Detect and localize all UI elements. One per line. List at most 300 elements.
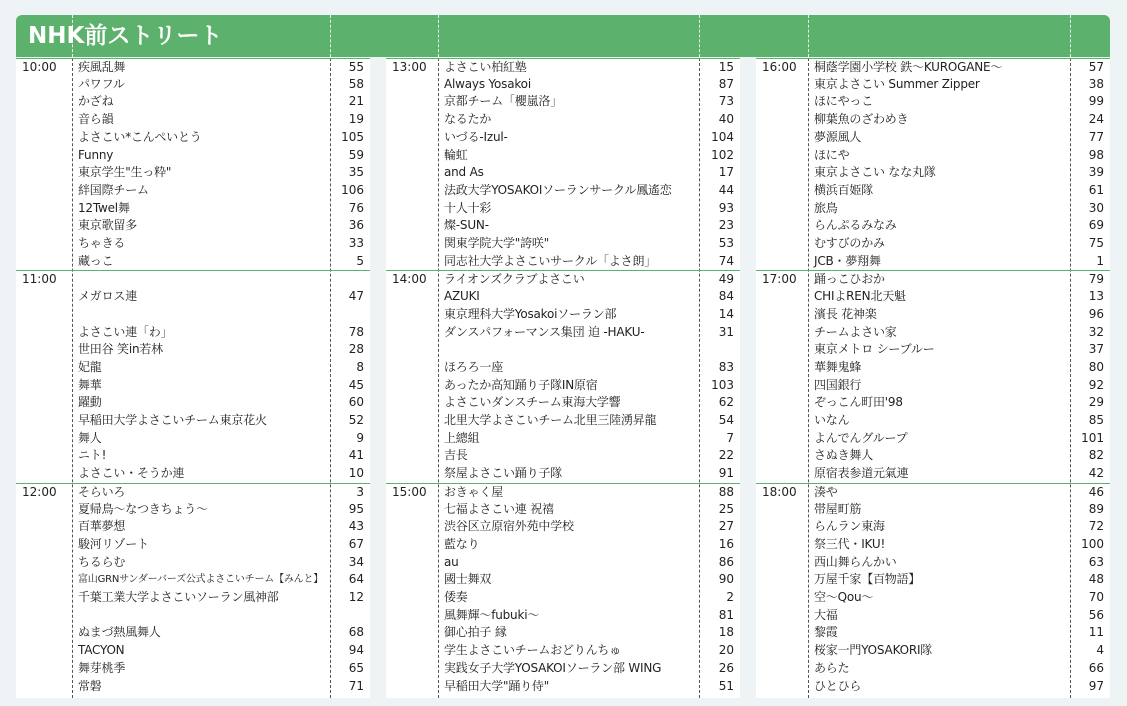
schedule-row [16,571,370,589]
team-name: 吉長 [444,448,468,463]
team-name: メガロス連 [78,289,138,304]
team-number: 101 [1081,430,1104,445]
schedule-column-1 [16,58,370,698]
schedule-row [756,129,1110,147]
team-number: 97 [1088,678,1104,693]
team-name: らんラン東海 [814,519,885,534]
schedule-row [756,660,1110,678]
schedule-row [386,324,740,342]
team-number: 99 [1088,94,1104,109]
team-name: 法政大学YOSAKOIソーランサークル鳳遙恋 [444,182,672,197]
team-name: 百華夢想 [78,519,126,534]
team-number: 34 [348,554,364,569]
schedule-column-3 [756,58,1110,698]
team-number: 58 [348,76,364,91]
time-slot: 15:00 [392,484,427,499]
team-number: 16 [718,536,734,551]
team-name: いなん [814,413,850,427]
team-number: 105 [341,129,364,144]
team-number: 89 [1088,501,1104,516]
schedule-row [386,571,740,589]
team-name: 國士舞双 [444,572,492,587]
team-name: いづる-Izul- [444,129,508,144]
team-number: 46 [1088,484,1104,499]
schedule-row [386,554,740,572]
team-name: ちるらむ [78,554,126,569]
team-number: 78 [348,324,364,339]
team-number: 64 [348,572,364,587]
schedule-row [386,270,740,289]
team-name: 帯屋町筋 [814,501,862,516]
team-number: 8 [356,359,364,374]
schedule-row [386,536,740,554]
team-name: 駿河リゾート [78,536,149,551]
team-name: Funny [78,147,114,162]
team-number: 14 [718,306,734,321]
team-name: 音ら韻 [78,112,114,127]
schedule-row [756,554,1110,572]
schedule-row [386,501,740,519]
team-name: あらた [814,660,850,675]
time-slot: 17:00 [762,272,797,287]
team-number: 93 [718,200,734,215]
schedule-row [16,624,370,642]
schedule-row [16,58,370,77]
header-divider [438,15,439,57]
team-name: 柳葉魚のざわめき [814,112,909,127]
schedule-row [16,341,370,359]
team-number: 63 [1088,554,1104,569]
team-number: 80 [1088,359,1104,374]
team-name: そらいろ [78,484,126,499]
team-number: 10 [348,466,364,481]
team-number: 41 [348,448,364,463]
team-number: 54 [718,413,734,427]
team-number: 38 [1088,76,1104,91]
team-name: 絆国際チーム [78,182,149,197]
team-name: よさこいダンスチーム東海大学響 [444,395,621,410]
team-number: 42 [1088,466,1104,481]
team-number: 19 [348,112,364,127]
schedule-row [16,288,370,306]
schedule-row [756,394,1110,412]
team-number: 65 [348,660,364,675]
team-name: おきゃく屋 [444,484,504,499]
schedule-row [16,642,370,660]
schedule-row [756,288,1110,306]
team-number: 32 [1088,324,1104,339]
team-name: 舞芽桃季 [78,660,126,675]
schedule-row [386,447,740,465]
header-divider [808,15,809,57]
team-name: 早稲田大学よさこいチーム東京花火 [78,413,267,427]
page-header [16,15,1110,57]
team-number: 68 [348,625,364,640]
team-name: よさこい柏紅塾 [444,60,527,74]
team-number: 35 [348,165,364,180]
team-name: 万屋千家【百物語】 [814,572,921,587]
team-name: かざね [78,94,114,109]
page-title: NHK前ストリート [28,23,223,49]
schedule-row [756,624,1110,642]
schedule-row [386,359,740,377]
schedule-row [16,518,370,536]
team-name: 踊っこひおか [814,272,885,287]
team-number: 24 [1088,112,1104,127]
time-slot: 16:00 [762,60,797,74]
team-name: 舞華 [78,377,102,392]
team-number: 51 [718,678,734,693]
team-name: 京都チーム「櫻嵐洛」 [444,94,563,109]
team-name: Always Yosakoi [444,76,531,91]
team-name: ほにや [814,147,850,162]
schedule-row [386,642,740,660]
schedule-row [756,359,1110,377]
team-name: 西山舞らんかい [814,554,897,569]
team-name: au [444,554,459,569]
schedule-row [386,412,740,430]
team-number: 75 [1088,236,1104,250]
schedule-row [16,483,370,502]
team-name: 舞人 [78,430,102,445]
team-number: 59 [348,147,364,162]
schedule-row [756,607,1110,625]
team-number: 91 [718,466,734,481]
team-number: 73 [718,94,734,109]
schedule-row [756,430,1110,448]
schedule-row [386,182,740,200]
team-name: 旅鳥 [814,200,838,215]
team-number: 47 [348,289,364,304]
team-number: 40 [718,112,734,127]
schedule-row [16,76,370,94]
schedule-row [386,129,740,147]
team-number: 27 [718,519,734,534]
team-number: 87 [718,76,734,91]
team-name: 華舞鬼蜂 [814,359,862,374]
team-name: 桐蔭学園小学校 鉄〜KUROGANE〜 [814,60,1003,74]
schedule-row [756,164,1110,182]
schedule-row [16,270,370,289]
team-name: CHIよREN北天魁 [814,289,906,304]
team-number: 2 [726,590,734,604]
team-number: 39 [1088,165,1104,180]
team-number: 98 [1088,147,1104,162]
team-name: ニト! [78,448,107,463]
schedule-row [386,147,740,165]
schedule-row [16,554,370,572]
time-slot: 11:00 [22,272,57,287]
team-number: 11 [1088,625,1104,640]
team-number: 57 [1088,60,1104,74]
schedule-row [756,571,1110,589]
schedule-row [756,217,1110,235]
schedule-row [386,465,740,483]
team-name: チームよさい家 [814,324,897,339]
team-name: 世田谷 笑in若林 [78,342,163,357]
team-number: 37 [1088,342,1104,357]
team-name: 学生よさこいチームおどりんちゅ [444,643,622,658]
schedule-row [16,324,370,342]
team-number: 60 [348,395,364,410]
schedule-row [16,182,370,200]
team-name: 妃龍 [78,359,102,374]
team-number: 33 [348,236,364,250]
team-number: 29 [1088,395,1104,410]
schedule-row [16,660,370,678]
team-number: 18 [718,625,734,640]
team-name: 北里大学よさこいチーム北里三陸湧昇龍 [444,413,657,427]
schedule-row [386,394,740,412]
team-name: 実践女子大学YOSAKOIソーラン部 WING [444,660,662,675]
schedule-column-2 [386,58,740,698]
time-slot: 13:00 [392,60,427,74]
team-name: 東京理科大学Yosakoiソーラン部 [444,306,617,321]
schedule-row [16,412,370,430]
schedule-row [756,341,1110,359]
schedule-row [386,377,740,395]
team-number: 106 [341,182,364,197]
schedule-row [756,253,1110,271]
team-name: よさこい連「わ」 [78,324,173,339]
team-name: 東京よさこい Summer Zipper [814,76,980,91]
schedule-row [16,93,370,111]
team-name: 大福 [814,607,838,622]
team-number: 83 [718,359,734,374]
schedule-row [756,483,1110,502]
team-name: 渋谷区立原宿外苑中学校 [444,519,574,534]
team-name: AZUKI [444,289,480,304]
schedule-row [386,58,740,77]
team-number: 28 [348,342,364,357]
team-name: 黎霞 [814,625,838,640]
team-number: 104 [711,129,734,144]
schedule-row [16,430,370,448]
team-name: パワフル [78,76,125,91]
team-number: 77 [1088,129,1104,144]
schedule-row [386,678,740,696]
team-number: 82 [1088,448,1104,463]
team-number: 48 [1088,572,1104,587]
team-name: ぞっこん町田'98 [814,395,903,410]
schedule-row [16,589,370,607]
schedule-row [386,483,740,502]
schedule-row [756,589,1110,607]
team-name: 東京学生"生っ粋" [78,165,172,180]
team-number: 3 [356,484,364,499]
schedule-row [386,518,740,536]
schedule-row [756,412,1110,430]
schedule-row [756,58,1110,77]
team-name: 藏っこ [78,253,114,268]
team-number: 94 [348,643,364,658]
schedule-row [756,678,1110,696]
team-name: 横浜百姫隊 [814,182,874,197]
team-number: 66 [1088,660,1104,675]
schedule-row [386,76,740,94]
schedule-row [386,164,740,182]
team-number: 79 [1088,272,1104,287]
team-number: 88 [718,484,734,499]
schedule-row [756,306,1110,324]
schedule-row [16,164,370,182]
time-slot: 10:00 [22,60,57,74]
team-name: 御心拍子 縁 [444,625,507,640]
team-number: 100 [1081,536,1104,551]
schedule-row [756,447,1110,465]
team-name: 千葉工業大学よさこいソーラン風神部 [78,590,279,604]
team-number: 45 [348,377,364,392]
schedule-row [756,324,1110,342]
team-name: ダンスパフォーマンス集団 迫 -HAKU- [444,324,645,339]
schedule-row [386,660,740,678]
team-name: 早稲田大学"踊り侍" [444,678,550,693]
team-name: らんぷるみなみ [814,218,897,233]
schedule-row [386,111,740,129]
team-number: 9 [356,430,364,445]
team-number: 17 [718,165,734,180]
team-number: 56 [1088,607,1104,622]
schedule-row [16,536,370,554]
team-number: 21 [348,94,364,109]
team-number: 43 [348,519,364,534]
team-name: 桜家一門YOSAKORI隊 [814,643,933,658]
schedule-row [756,501,1110,519]
schedule-row [16,359,370,377]
schedule-row [756,93,1110,111]
team-name: 祭屋よさこい踊り子隊 [444,466,563,481]
schedule-row [756,147,1110,165]
team-number: 86 [718,554,734,569]
team-number: 5 [356,253,364,268]
team-name: 藍なり [444,536,480,551]
team-name: 四国銀行 [814,377,862,392]
team-name: TACYON [78,643,125,658]
team-name: 十人十彩 [444,200,492,215]
schedule-row [386,607,740,625]
schedule-row [16,447,370,465]
team-number: 81 [718,607,734,622]
team-name: 疾風乱舞 [78,60,126,74]
schedule-row [756,465,1110,483]
schedule-row [16,377,370,395]
team-name: 祭三代・IKU! [814,536,886,551]
schedule-row [756,377,1110,395]
schedule-row [16,501,370,519]
team-number: 52 [348,413,364,427]
team-number: 12 [348,590,364,604]
header-divider [699,15,700,57]
team-name: むすびのかみ [814,236,885,250]
team-name: ひとひら [814,678,862,693]
team-name: 同志社大学よさこいサークル「よさ朗」 [444,253,657,268]
schedule-row [16,129,370,147]
schedule-row [16,465,370,483]
team-number: 23 [718,218,734,233]
schedule-row [16,217,370,235]
team-number: 67 [348,536,364,551]
team-number: 84 [718,289,734,304]
team-number: 70 [1088,590,1104,604]
schedule-row [386,589,740,607]
team-name: 湊や [814,484,838,499]
team-number: 61 [1088,182,1104,197]
team-number: 20 [718,643,734,658]
team-number: 85 [1088,413,1104,427]
team-name: and As [444,165,484,180]
team-number: 25 [718,501,734,516]
schedule-row [756,518,1110,536]
header-divider [72,15,73,57]
team-name: よさこい・そうか連 [78,466,185,481]
team-number: 96 [1088,306,1104,321]
team-name: なるたか [444,112,492,127]
schedule-row [386,235,740,253]
team-number: 1 [1096,253,1104,268]
schedule-row [756,270,1110,289]
schedule-row [756,642,1110,660]
team-name: ちゃきる [78,236,126,250]
time-slot: 18:00 [762,484,797,499]
team-name: ぬまづ熱風舞人 [78,625,161,640]
schedule-row [386,217,740,235]
team-name: 原宿表参道元氣連 [814,466,909,481]
schedule-row [16,147,370,165]
team-name: ほにやっこ [814,94,874,109]
team-number: 92 [1088,377,1104,392]
team-name: 関東学院大学"誇咲" [444,236,550,250]
team-name: 常磐 [78,678,102,693]
schedule-row [16,200,370,218]
team-number: 72 [1088,519,1104,534]
schedule-row [16,111,370,129]
team-number: 44 [718,182,734,197]
team-number: 36 [348,218,364,233]
schedule-row [16,235,370,253]
schedule-row [16,678,370,696]
team-name: さぬき舞人 [814,448,874,463]
header-divider [330,15,331,57]
team-number: 102 [711,147,734,162]
team-number: 74 [718,253,734,268]
team-name: 東京歌留多 [78,218,138,233]
team-name: 風舞輝〜fubuki〜 [444,607,540,622]
team-number: 76 [348,200,364,215]
team-name: 濱長 花神楽 [814,306,877,321]
team-name: 富山GRNサンダーバーズ公式よさこいチーム【みんと】 [78,574,324,586]
schedule-row [16,306,370,324]
team-name: 夏帰鳥〜なつきちょう〜 [78,501,208,516]
team-number: 30 [1088,200,1104,215]
schedule-row [16,607,370,625]
team-number: 95 [348,501,364,516]
schedule-row [756,235,1110,253]
schedule-row [16,394,370,412]
team-number: 90 [718,572,734,587]
time-slot: 14:00 [392,272,427,287]
team-name: 七福よさこい連 祝禧 [444,501,554,516]
team-number: 31 [718,324,734,339]
team-name: 12Twel舞 [78,200,130,215]
team-name: よんでんグループ [814,430,908,445]
team-name: ライオンズクラブよさこい [444,272,585,287]
team-number: 7 [726,430,734,445]
team-name: 空〜Qou〜 [814,590,874,604]
team-name: 夢源風人 [814,129,862,144]
schedule-row [16,253,370,271]
team-name: 上總組 [444,430,480,445]
team-number: 71 [348,678,364,693]
